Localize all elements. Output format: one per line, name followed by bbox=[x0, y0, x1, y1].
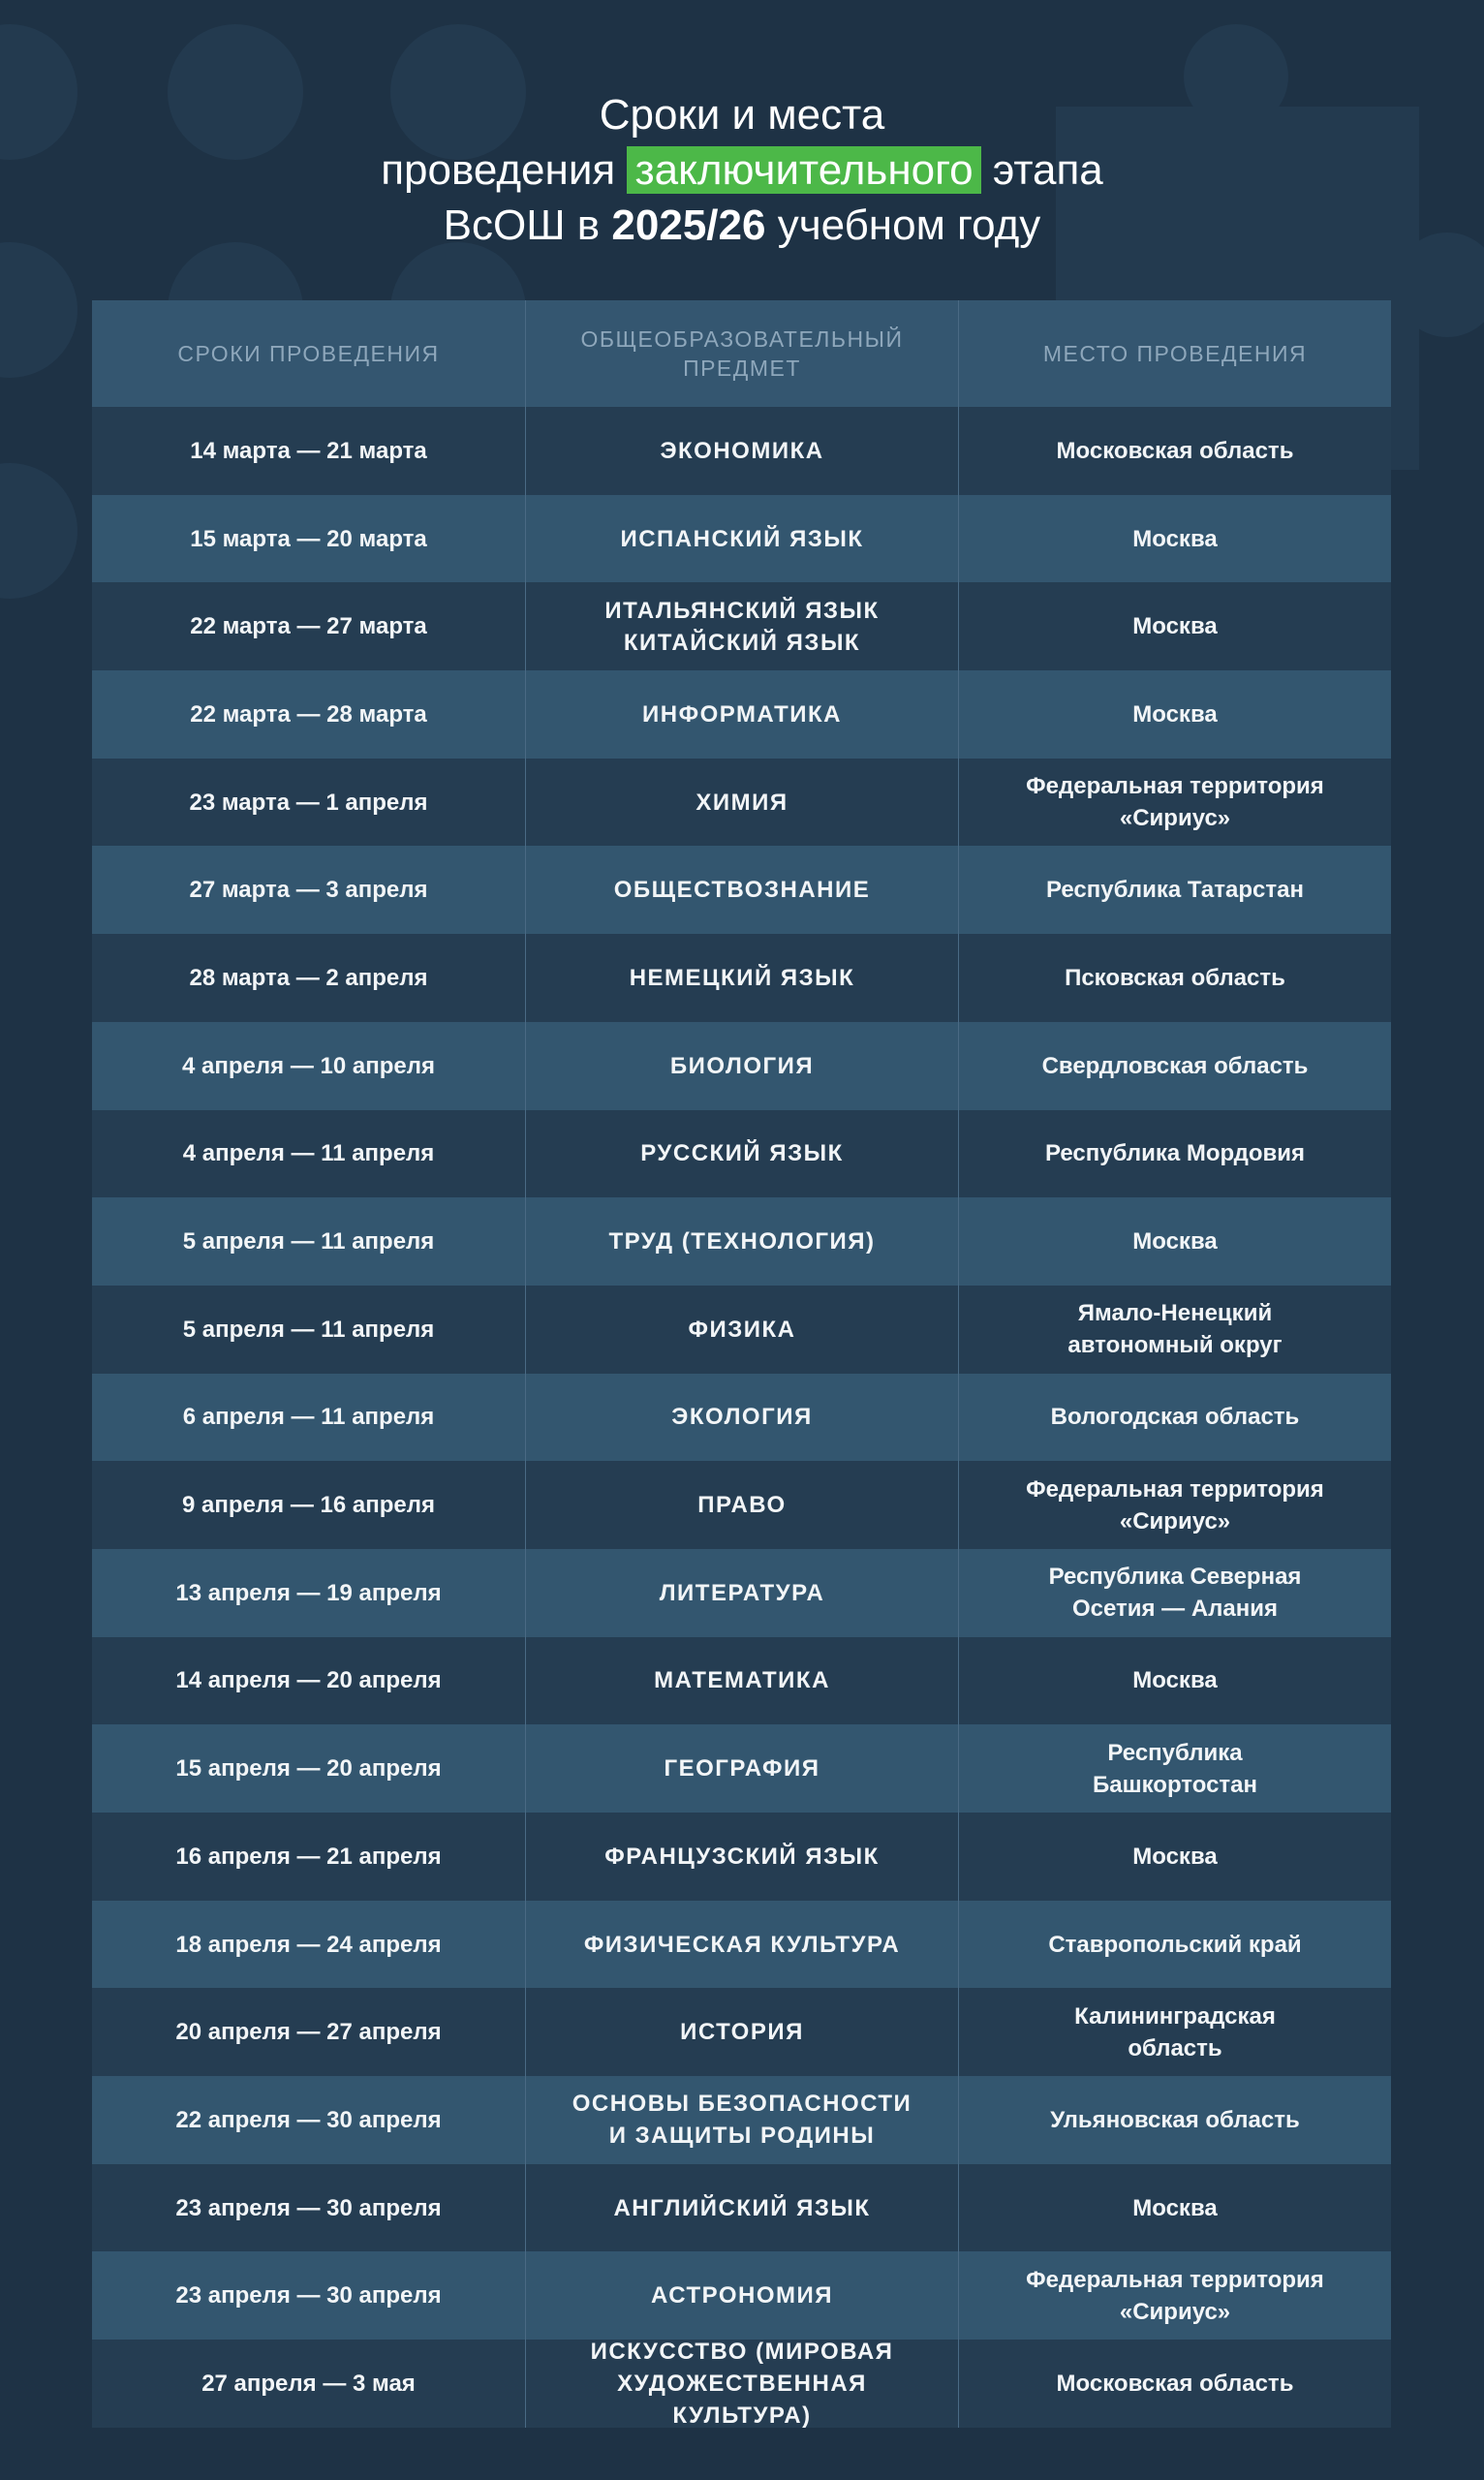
cell-place: Республика Татарстан bbox=[958, 846, 1391, 934]
cell-place: Псковская область bbox=[958, 934, 1391, 1022]
title-year: 2025/26 bbox=[611, 202, 766, 249]
title-line-1: Сроки и места bbox=[599, 91, 885, 139]
cell-subject: ИСКУССТВО (МИРОВАЯ ХУДОЖЕСТВЕННАЯ КУЛЬТУРА) bbox=[525, 2340, 958, 2428]
cell-date: 14 апреля — 20 апреля bbox=[175, 1667, 442, 1694]
table-row bbox=[92, 1374, 1391, 1462]
table-row bbox=[92, 2076, 1391, 2164]
header-dates: СРОКИ ПРОВЕДЕНИЯ bbox=[177, 341, 440, 366]
cell-date: 20 апреля — 27 апреля bbox=[175, 2019, 442, 2046]
table-row bbox=[92, 2164, 1391, 2252]
cell-date: 22 марта — 27 марта bbox=[190, 613, 427, 640]
table-row bbox=[92, 1110, 1391, 1198]
table-row bbox=[92, 1724, 1391, 1813]
title-line-3 bbox=[0, 198, 1484, 253]
cell-place: Москва bbox=[958, 2164, 1391, 2252]
cell-subject: АСТРОНОМИЯ bbox=[525, 2251, 958, 2340]
cell-place: Республика Мордовия bbox=[958, 1110, 1391, 1198]
cell-date: 27 апреля — 3 мая bbox=[201, 2370, 416, 2397]
table-row bbox=[92, 934, 1391, 1022]
cell-place: Ульяновская область bbox=[958, 2076, 1391, 2164]
cell-date: 4 апреля — 10 апреля bbox=[182, 1052, 435, 1079]
table-row bbox=[92, 1197, 1391, 1286]
page-title bbox=[0, 87, 1484, 253]
table-row bbox=[92, 670, 1391, 759]
table-row bbox=[92, 2251, 1391, 2340]
cell-place: Москва bbox=[958, 582, 1391, 670]
header-subject: ОБЩЕОБРАЗОВАТЕЛЬНЫЙ ПРЕДМЕТ bbox=[525, 300, 958, 407]
table-row bbox=[92, 582, 1391, 670]
table-row bbox=[92, 495, 1391, 583]
cell-subject: ИТАЛЬЯНСКИЙ ЯЗЫК КИТАЙСКИЙ ЯЗЫК bbox=[525, 582, 958, 670]
table-body bbox=[92, 407, 1391, 2428]
cell-subject: ЭКОНОМИКА bbox=[525, 407, 958, 495]
cell-place: Москва bbox=[958, 1813, 1391, 1901]
cell-date: 5 апреля — 11 апреля bbox=[182, 1228, 435, 1256]
cell-subject: МАТЕМАТИКА bbox=[525, 1637, 958, 1725]
cell-place: Москва bbox=[958, 670, 1391, 759]
cell-place: Москва bbox=[958, 1197, 1391, 1286]
title-line-2-prefix: проведения bbox=[381, 146, 628, 194]
cell-date: 6 апреля — 11 апреля bbox=[182, 1404, 435, 1431]
cell-subject: БИОЛОГИЯ bbox=[525, 1022, 958, 1110]
table-header-row bbox=[92, 300, 1391, 407]
cell-subject: ИНФОРМАТИКА bbox=[525, 670, 958, 759]
cell-subject: ФИЗИЧЕСКАЯ КУЛЬТУРА bbox=[525, 1901, 958, 1989]
table-row bbox=[92, 1549, 1391, 1637]
cell-date: 23 апреля — 30 апреля bbox=[175, 2282, 442, 2310]
cell-subject: ЭКОЛОГИЯ bbox=[525, 1374, 958, 1462]
cell-date: 15 апреля — 20 апреля bbox=[175, 1755, 442, 1782]
cell-subject: ИСПАНСКИЙ ЯЗЫК bbox=[525, 495, 958, 583]
cell-subject: ТРУД (ТЕХНОЛОГИЯ) bbox=[525, 1197, 958, 1286]
cell-subject: ФРАНЦУЗСКИЙ ЯЗЫК bbox=[525, 1813, 958, 1901]
cell-date: 15 марта — 20 марта bbox=[190, 525, 427, 552]
cell-place: Федеральная территория «Сириус» bbox=[958, 759, 1391, 847]
schedule-table bbox=[92, 300, 1391, 2428]
cell-place: Ставропольский край bbox=[958, 1901, 1391, 1989]
cell-date: 9 апреля — 16 апреля bbox=[182, 1492, 435, 1519]
cell-subject: НЕМЕЦКИЙ ЯЗЫК bbox=[525, 934, 958, 1022]
title-line-3-prefix: ВсОШ в bbox=[443, 202, 612, 249]
title-line-2 bbox=[0, 142, 1484, 198]
cell-place: Свердловская область bbox=[958, 1022, 1391, 1110]
header-place: МЕСТО ПРОВЕДЕНИЯ bbox=[958, 300, 1391, 407]
table-row bbox=[92, 1286, 1391, 1374]
cell-subject: ОСНОВЫ БЕЗОПАСНОСТИ И ЗАЩИТЫ РОДИНЫ bbox=[525, 2076, 958, 2164]
title-line-2-suffix: этапа bbox=[980, 146, 1103, 194]
cell-place: Республика Башкортостан bbox=[958, 1724, 1391, 1813]
cell-date: 23 апреля — 30 апреля bbox=[175, 2194, 442, 2221]
title-line-3-suffix: учебном году bbox=[765, 202, 1041, 249]
cell-place: Республика Северная Осетия — Алания bbox=[958, 1549, 1391, 1637]
cell-place: Калининградская область bbox=[958, 1988, 1391, 2076]
cell-date: 23 марта — 1 апреля bbox=[189, 789, 428, 816]
cell-date: 22 апреля — 30 апреля bbox=[175, 2106, 442, 2133]
table-row bbox=[92, 846, 1391, 934]
title-highlight: заключительного bbox=[627, 146, 980, 194]
cell-date: 22 марта — 28 марта bbox=[190, 700, 427, 728]
cell-subject: АНГЛИЙСКИЙ ЯЗЫК bbox=[525, 2164, 958, 2252]
cell-subject: ОБЩЕСТВОЗНАНИЕ bbox=[525, 846, 958, 934]
cell-subject: ПРАВО bbox=[525, 1461, 958, 1549]
cell-subject: ФИЗИКА bbox=[525, 1286, 958, 1374]
cell-place: Федеральная территория «Сириус» bbox=[958, 2251, 1391, 2340]
cell-date: 28 марта — 2 апреля bbox=[189, 964, 428, 991]
table-row bbox=[92, 1461, 1391, 1549]
cell-date: 5 апреля — 11 апреля bbox=[182, 1316, 435, 1343]
cell-place: Ямало-Ненецкий автономный округ bbox=[958, 1286, 1391, 1374]
table-row bbox=[92, 1637, 1391, 1725]
cell-subject: ГЕОГРАФИЯ bbox=[525, 1724, 958, 1813]
table-row bbox=[92, 1813, 1391, 1901]
cell-subject: ИСТОРИЯ bbox=[525, 1988, 958, 2076]
table-row bbox=[92, 1988, 1391, 2076]
table-row bbox=[92, 759, 1391, 847]
cell-date: 27 марта — 3 апреля bbox=[189, 877, 428, 904]
cell-place: Москва bbox=[958, 495, 1391, 583]
table-row bbox=[92, 1022, 1391, 1110]
table-row bbox=[92, 407, 1391, 495]
cell-date: 4 апреля — 11 апреля bbox=[182, 1140, 435, 1167]
cell-subject: ХИМИЯ bbox=[525, 759, 958, 847]
cell-subject: РУССКИЙ ЯЗЫК bbox=[525, 1110, 958, 1198]
cell-place: Московская область bbox=[958, 2340, 1391, 2428]
cell-subject: ЛИТЕРАТУРА bbox=[525, 1549, 958, 1637]
table-row bbox=[92, 1901, 1391, 1989]
decorative-circle bbox=[0, 463, 77, 599]
decorative-circle bbox=[0, 242, 77, 378]
cell-place: Федеральная территория «Сириус» bbox=[958, 1461, 1391, 1549]
table-row bbox=[92, 2340, 1391, 2428]
cell-date: 13 апреля — 19 апреля bbox=[175, 1579, 442, 1606]
cell-place: Московская область bbox=[958, 407, 1391, 495]
cell-place: Москва bbox=[958, 1637, 1391, 1725]
cell-date: 14 марта — 21 марта bbox=[190, 437, 427, 464]
cell-place: Вологодская область bbox=[958, 1374, 1391, 1462]
cell-date: 18 апреля — 24 апреля bbox=[175, 1931, 442, 1958]
cell-date: 16 апреля — 21 апреля bbox=[175, 1843, 442, 1870]
